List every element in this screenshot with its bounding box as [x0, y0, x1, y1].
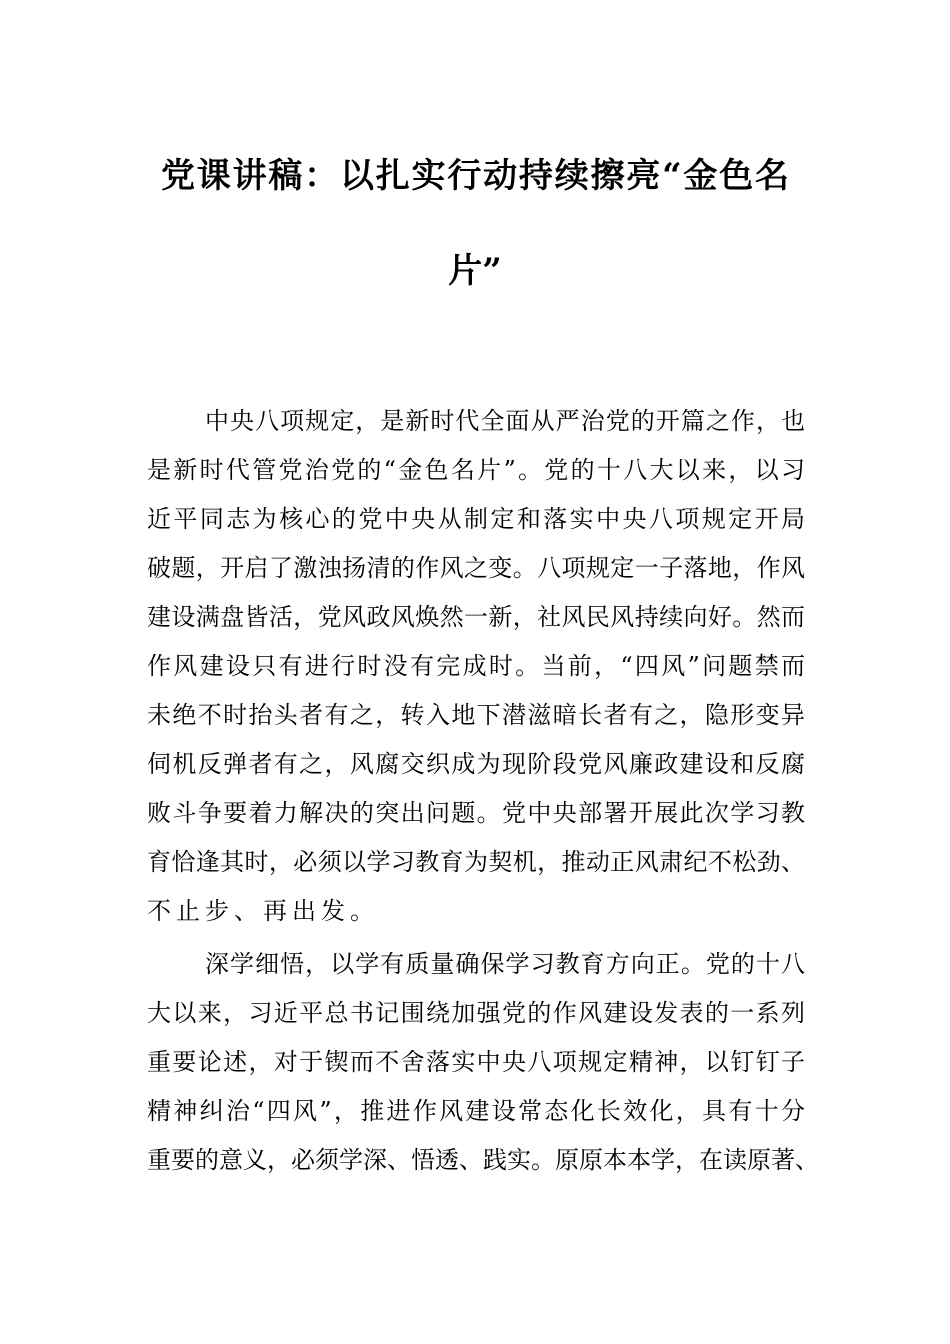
- paragraph-1-line: 作风建设只有进行时没有完成时。当前，“四风”问题禁而: [147, 652, 805, 680]
- paragraph-1-line: 伺机反弹者有之，风腐交织成为现阶段党风廉政建设和反腐: [147, 750, 805, 778]
- document-title-line-2: 片”: [448, 251, 502, 291]
- paragraph-1-line: 破题，开启了激浊扬清的作风之变。八项规定一子落地，作风: [147, 554, 805, 582]
- paragraph-2-line: 深学细悟，以学有质量确保学习教育方向正。党的十八: [205, 950, 805, 978]
- title-text: 党课讲稿：以扎实行动持续擦亮“金色名: [161, 156, 789, 196]
- paragraph-1-line: 是新时代管党治党的“金色名片”。党的十八大以来，以习: [147, 456, 805, 484]
- paragraph-2-line: 重要论述，对于锲而不舍落实中央八项规定精神，以钉钉子: [147, 1048, 805, 1076]
- paragraph-1-line: 育恰逢其时，必须以学习教育为契机，推动正风肃纪不松劲、: [147, 848, 805, 876]
- document-title-line-1: [0, 148, 950, 197]
- paragraph-2-line: 精神纠治“四风”，推进作风建设常态化长效化，具有十分: [147, 1097, 805, 1125]
- paragraph-1-line: 败斗争要着力解决的突出问题。党中央部署开展此次学习教: [147, 799, 805, 827]
- paragraph-1-line: 中央八项规定，是新时代全面从严治党的开篇之作，也: [205, 407, 805, 435]
- paragraph-1-line: 近平同志为核心的党中央从制定和落实中央八项规定开局: [147, 505, 805, 533]
- paragraph-1-line: 不止步、再出发。: [147, 897, 379, 925]
- paragraph-1-line: 建设满盘皆活，党风政风焕然一新，社风民风持续向好。然而: [147, 603, 805, 631]
- paragraph-1-line: 未绝不时抬头者有之，转入地下潜滋暗长者有之，隐形变异: [147, 701, 805, 729]
- paragraph-2-line: 大以来，习近平总书记围绕加强党的作风建设发表的一系列: [147, 999, 805, 1027]
- paragraph-2-line: 重要的意义，必须学深、悟透、践实。原原本本学，在读原著、: [147, 1146, 819, 1174]
